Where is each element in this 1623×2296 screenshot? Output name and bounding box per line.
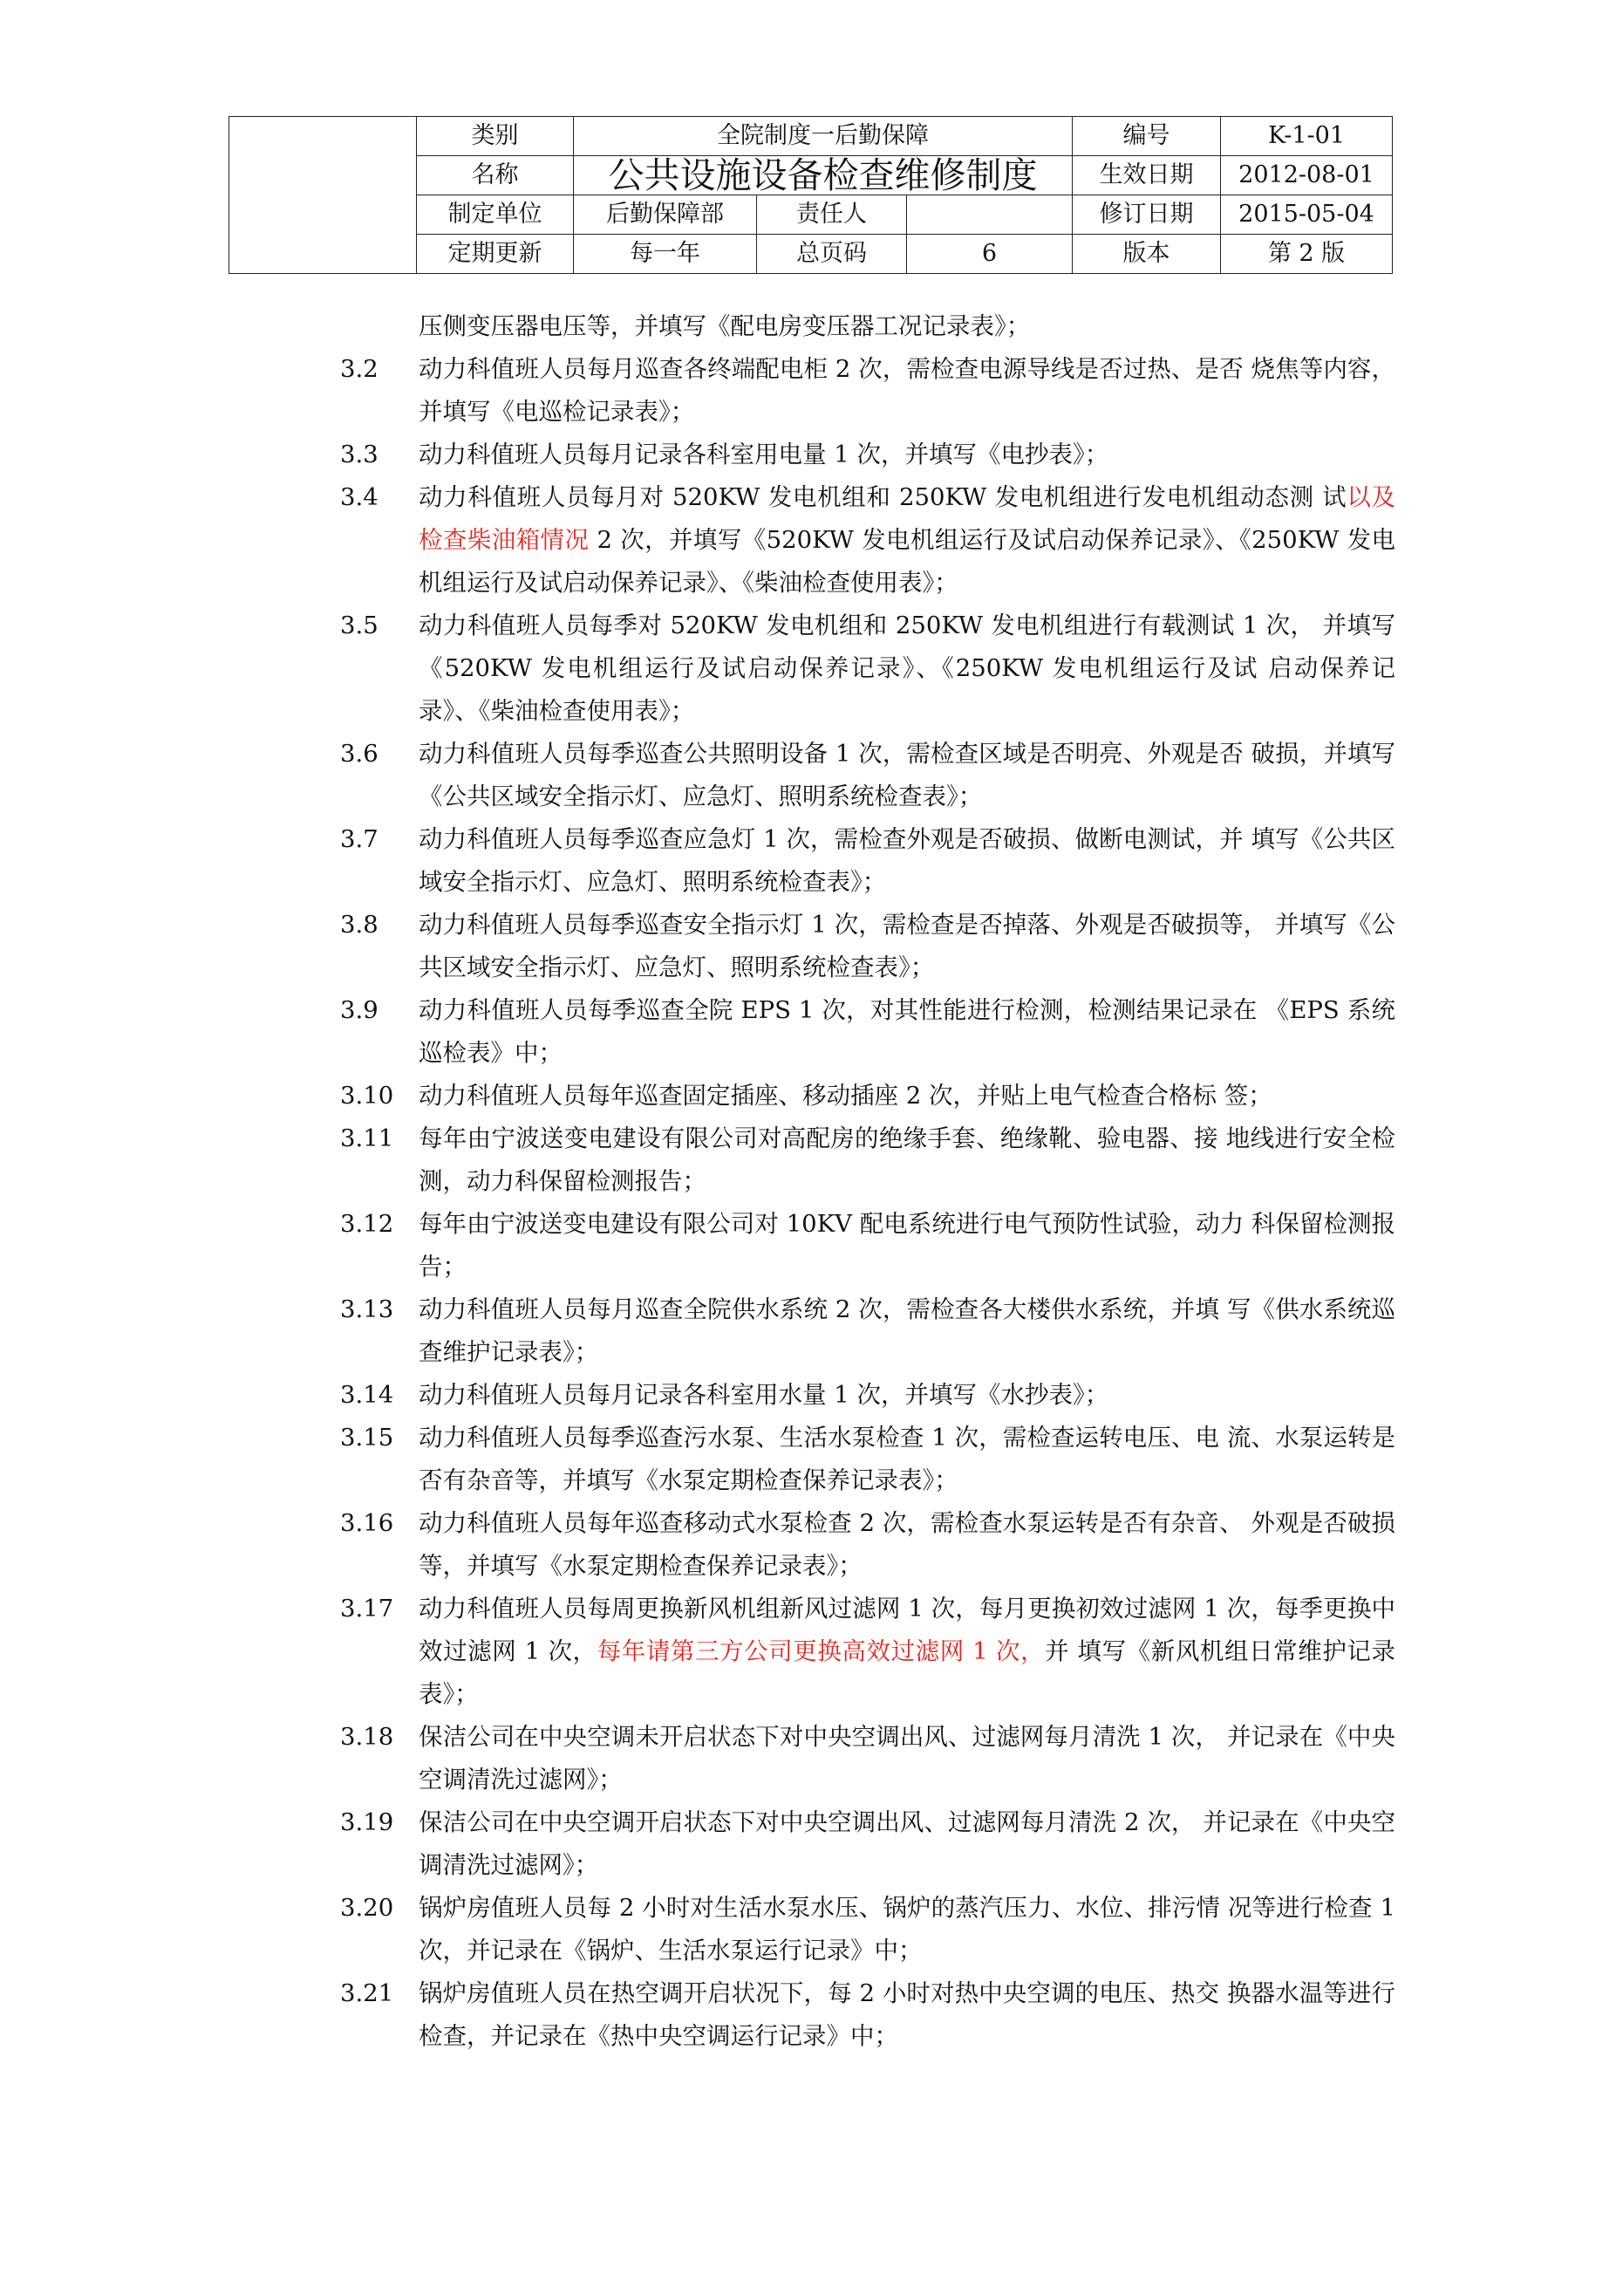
list-item (340, 1374, 1395, 1417)
list-item (340, 1203, 1395, 1288)
list-item (340, 1288, 1395, 1374)
item-text-part: 并 填写《新风机组日常维护记录表》； (419, 1637, 1395, 1708)
list-item (340, 1588, 1395, 1716)
item-number: 3.21 (340, 1979, 394, 2007)
highlighted-text: 每年请第三方公司更换高效过滤网 1 次， (597, 1637, 1046, 1665)
item-text: 动力科值班人员每月巡查各终端配电柜 2 次，需检查电源导线是否过热、是否 烧焦等内容，并填写《电巡检记录表》； (419, 355, 1395, 426)
item-number: 3.14 (340, 1381, 394, 1409)
item-text: 动力科值班人员每季巡查全院 EPS 1 次，对其性能进行检测，检测结果记录在 《EPS 系统巡检表》中； (419, 996, 1395, 1067)
name-label: 名称 (417, 156, 574, 195)
document-title: 公共设施设备检查维修制度 (574, 156, 1073, 195)
item-text: 动力科值班人员每年巡查移动式水泵检查 2 次，需检查水泵运转是否有杂音、 外观是否破损等，并填写《水泵定期检查保养记录表》； (419, 1509, 1395, 1580)
owner-value (907, 195, 1073, 235)
item-text: 保洁公司在中央空调开启状态下对中央空调出风、过滤网每月清洗 2 次， 并记录在《中央空调清洗过滤网》； (419, 1808, 1395, 1879)
owner-label: 责任人 (757, 195, 907, 235)
item-number: 3.20 (340, 1894, 394, 1922)
item-text: 锅炉房值班人员在热空调开启状况下，每 2 小时对热中央空调的电压、热交 换器水温等进行检查，并记录在《热中央空调运行记录》中； (419, 1979, 1395, 2050)
item-text (419, 476, 1395, 605)
pages-value: 6 (907, 235, 1073, 274)
list-item (340, 818, 1395, 904)
list-item (340, 1972, 1395, 2058)
item-number: 3.8 (340, 911, 378, 939)
item-text: 锅炉房值班人员每 2 小时对生活水泵水压、锅炉的蒸汽压力、水位、排污情 况等进行检查 1 次，并记录在《锅炉、生活水泵运行记录》中； (419, 1894, 1395, 1965)
list-item (340, 733, 1395, 818)
item-text: 动力科值班人员每月巡查全院供水系统 2 次，需检查各大楼供水系统，并填 写《供水系统巡查维护记录表》； (419, 1295, 1395, 1366)
document-header-table (228, 116, 1393, 274)
code-label: 编号 (1073, 117, 1221, 156)
item-text: 动力科值班人员每月记录各科室用电量 1 次，并填写《电抄表》； (419, 441, 1109, 468)
item-number: 3.11 (340, 1124, 394, 1152)
item-number: 3.3 (340, 441, 378, 468)
version-value: 第 2 版 (1221, 235, 1393, 274)
item-text: 动力科值班人员每季巡查公共照明设备 1 次，需检查区域是否明亮、外观是否 破损，并填写《公共区域安全指示灯、应急灯、照明系统检查表》； (419, 740, 1395, 810)
update-value: 每一年 (574, 235, 757, 274)
item-number: 3.18 (340, 1723, 394, 1751)
list-item (340, 1117, 1395, 1203)
effective-date-value: 2012-08-01 (1221, 156, 1393, 195)
update-label: 定期更新 (417, 235, 574, 274)
list-item (340, 1502, 1395, 1588)
item-text: 动力科值班人员每季对 520KW 发电机组和 250KW 发电机组进行有载测试 1 次， 并填写《520KW 发电机组运行及试启动保养记录》、《250KW 发电机组运行及试 启动保养记录》、《柴油检查使用表》； (419, 612, 1395, 725)
header-blank-cell (229, 117, 417, 274)
item-text: 动力科值班人员每季巡查应急灯 1 次，需检查外观是否破损、做断电测试，并 填写《公共区域安全指示灯、应急灯、照明系统检查表》； (419, 825, 1395, 896)
pages-label: 总页码 (757, 235, 907, 274)
list-item (340, 904, 1395, 989)
item-text: 动力科值班人员每月记录各科室用水量 1 次，并填写《水抄表》； (419, 1381, 1109, 1409)
revised-date-value: 2015-05-04 (1221, 195, 1393, 235)
category-value: 全院制度一后勤保障 (574, 117, 1073, 156)
item-number: 3.9 (340, 996, 378, 1024)
item-number: 3.19 (340, 1808, 394, 1836)
effective-date-label: 生效日期 (1073, 156, 1221, 195)
item-text: 保洁公司在中央空调未开启状态下对中央空调出风、过滤网每月清洗 1 次， 并记录在《中央空调清洗过滤网》； (419, 1723, 1395, 1794)
list-item (340, 605, 1395, 733)
list-item (340, 434, 1395, 476)
list-item (340, 348, 1395, 434)
document-body (340, 305, 1395, 2058)
unit-label: 制定单位 (417, 195, 574, 235)
item-number: 3.4 (340, 483, 378, 511)
item-text: 每年由宁波送变电建设有限公司对高配房的绝缘手套、绝缘靴、验电器、接 地线进行安全检测，动力科保留检测报告； (419, 1124, 1395, 1195)
item-number: 3.7 (340, 825, 378, 853)
item-text: 动力科值班人员每年巡查固定插座、移动插座 2 次，并贴上电气检查合格标 签； (419, 1082, 1272, 1110)
list-item (340, 1801, 1395, 1887)
item-number: 3.17 (340, 1595, 394, 1623)
unit-value: 后勤保障部 (574, 195, 757, 235)
list-item (340, 989, 1395, 1075)
revised-date-label: 修订日期 (1073, 195, 1221, 235)
list-item (340, 1417, 1395, 1502)
item-number: 3.2 (340, 355, 378, 383)
item-text: 动力科值班人员每季巡查安全指示灯 1 次，需检查是否掉落、外观是否破损等， 并填写《公共区域安全指示灯、应急灯、照明系统检查表》； (419, 911, 1395, 981)
list-item (340, 1887, 1395, 1972)
version-label: 版本 (1073, 235, 1221, 274)
item-number: 3.6 (340, 740, 378, 768)
category-label: 类别 (417, 117, 574, 156)
item-number: 3.13 (340, 1295, 394, 1323)
item-number: 3.16 (340, 1509, 394, 1537)
list-item (340, 476, 1395, 605)
item-text-part: 动力科值班人员每月对 520KW 发电机组和 250KW 发电机组进行发电机组动态测 试 (419, 483, 1347, 511)
item-number: 3.15 (340, 1424, 394, 1452)
continuation-line: 压侧变压器电压等，并填写《配电房变压器工况记录表》； (419, 312, 1031, 340)
item-text-part: 动力科值班人员每周更换新风机组新风过滤网 1 次，每月更换初效过滤网 1 次，每季更换中效过滤网 1 次， (419, 1595, 1395, 1665)
highlighted-text: 以及检查柴油箱情况 (419, 483, 1396, 554)
item-text (419, 1588, 1395, 1716)
item-text: 每年由宁波送变电建设有限公司对 10KV 配电系统进行电气预防性试验，动力 科保留检测报告； (419, 1210, 1395, 1281)
code-value: K-1-01 (1221, 117, 1393, 156)
list-item (340, 1716, 1395, 1801)
item-text-part: 2 次，并填写《520KW 发电机组运行及试启动保养记录》、《250KW 发电机组运行及试启动保养记录》、《柴油检查使用表》； (419, 526, 1396, 597)
list-item (340, 1075, 1395, 1117)
item-number: 3.10 (340, 1082, 394, 1110)
item-text: 动力科值班人员每季巡查污水泵、生活水泵检查 1 次，需检查运转电压、电 流、水泵运转是否有杂音等，并填写《水泵定期检查保养记录表》； (419, 1424, 1395, 1494)
item-number: 3.12 (340, 1210, 394, 1238)
item-number: 3.5 (340, 612, 378, 639)
